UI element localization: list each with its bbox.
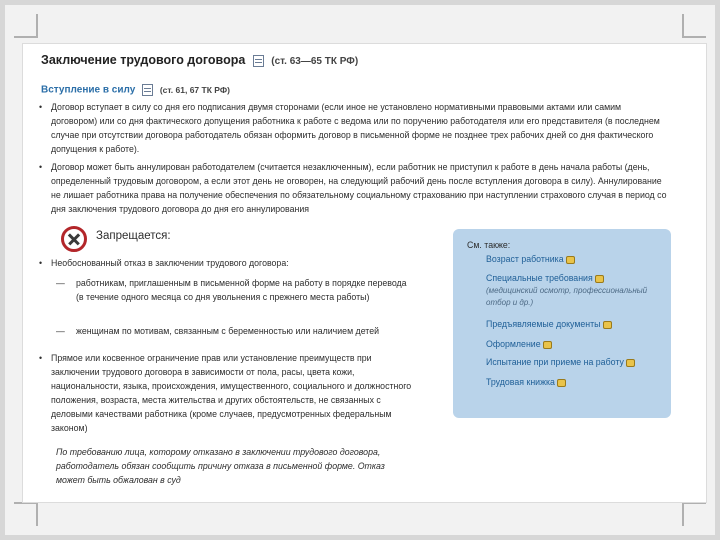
link-worker-age[interactable]: Возраст работника (486, 254, 575, 264)
section-heading (41, 84, 230, 96)
frame-corner (14, 14, 38, 38)
dash-item-women-text: женщинам по мотивам, связанным с беременностью или наличием детей (76, 326, 380, 336)
forbidden-title: Запрещается: (96, 230, 171, 242)
link-probation[interactable]: Испытание при приеме на работу (486, 357, 635, 367)
link-special-requirements[interactable]: Специальные требования (486, 273, 604, 283)
see-also-label: См. также: (467, 240, 511, 250)
section-heading-text[interactable]: Вступление в силу (41, 84, 136, 96)
dash-item-transfer-text: работникам, приглашенным в письменной форме на работу в порядке перевода (в течение одного месяца со дня увольнения с прежнего места работы) (76, 278, 407, 302)
content-page (22, 43, 707, 503)
dash-mark: — (56, 278, 65, 288)
note-flag-icon (603, 321, 612, 329)
page-title (41, 53, 358, 67)
section-reference: (ст. 61, 67 ТК РФ) (159, 84, 230, 95)
frame-corner (682, 14, 706, 38)
link-employment-record[interactable]: Трудовая книжка (486, 377, 566, 387)
bullet-annulment: • Договор может быть аннулирован работодателем (считается незаключенным), если работник не приступил к работе в день начала работы (день, определенный трудовым договором, а если этот день не оговорен, на следующий рабочий день после вступления договора в силу). Аннулирование не лишает работника права на получение обеспечения по обязательному социальному страхованию при наступлении страхового случая в период со дня заключения трудового договора до дня его аннулирования (41, 160, 669, 216)
dash-item-women (56, 324, 416, 338)
document-icon[interactable] (142, 84, 153, 96)
title-reference: (ст. 63—65 ТК РФ) (271, 56, 359, 67)
special-requirements-note: (медицинский осмотр, профессиональный отбор и др.) (486, 286, 648, 307)
dash-item-transfer (56, 276, 416, 304)
link-documents[interactable]: Предъявляемые документы (486, 319, 612, 329)
note-flag-icon (566, 256, 575, 264)
note-flag-icon (595, 275, 604, 283)
frame-corner (14, 502, 38, 526)
dash-mark: — (56, 326, 65, 336)
note-flag-icon (626, 359, 635, 367)
forbidden-icon (61, 226, 87, 252)
link-registration[interactable]: Оформление (486, 339, 552, 349)
title-text: Заключение трудового договора (41, 53, 246, 67)
document-icon[interactable] (253, 55, 264, 67)
bullet-effective-date: • Договор вступает в силу со дня его подписания двумя сторонами (если иное не установлено нормативными правовыми актами или самим договором) или со дня фактического допущения работника к работе с ведома или по поручению работодателя или его представителя (в последнем случае при отсутствии договора работодатель обязан оформить договор в письменной форме не позднее трех рабочих дней со дня фактического допущения к работе). (41, 100, 669, 156)
frame-corner (682, 502, 706, 526)
bullet-refusal: • Необоснованный отказ в заключении трудового договора: (41, 256, 421, 270)
note-flag-icon (543, 341, 552, 349)
note-flag-icon (557, 379, 566, 387)
bullet-discrimination: • Прямое или косвенное ограничение прав или установление преимуществ при заключении трудового договора в зависимости от пола, расы, цвета кожи, национальности, языка, происхождения, имущественного, социального и должностного положения, возраста, места жительства и других обстоятельств, не связанных с деловыми качествами работника (кроме случаев, предусмотренных федеральным законом) (41, 351, 421, 435)
see-also-panel (453, 229, 671, 418)
refusal-note: По требованию лица, которому отказано в заключении трудового договора, работодатель обязан сообщить причину отказа в письменной форме. Отказ может быть обжалован в суд (56, 447, 385, 485)
